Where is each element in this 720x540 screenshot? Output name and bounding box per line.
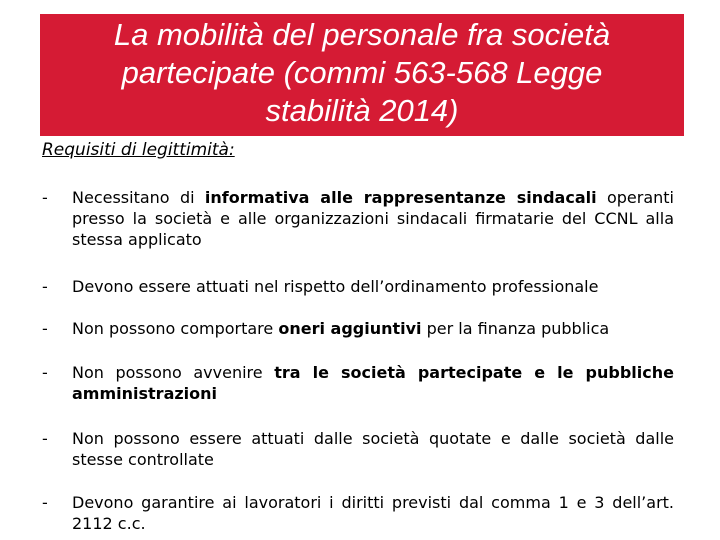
bullet-text <box>72 187 674 250</box>
bullet-text-run: Non possono essere attuati dalle società quotate e dalle società dalle stesse controllate <box>72 429 674 469</box>
bullet-text <box>72 492 674 534</box>
bullet-dash: - <box>42 319 48 338</box>
bullet-text-run: Non possono comportare <box>72 319 279 338</box>
bullet-dash: - <box>42 277 48 296</box>
bullet-text <box>72 362 674 404</box>
bullet-text-run: Devono garantire ai lavoratori i diritti previsti dal comma 1 e 3 dell’art. 2112 c.c. <box>72 493 674 533</box>
bullet-item <box>42 318 674 339</box>
bullet-text-run: operanti presso la società e alle organizzazioni sindacali firmatarie del CCNL alla stessa applicato <box>72 188 674 249</box>
bullet-text-bold: oneri aggiuntivi <box>278 319 422 338</box>
bullet-item <box>42 362 674 404</box>
bullet-text-bold: tra le società partecipate e le pubbliche amministrazioni <box>72 363 674 403</box>
bullet-text <box>72 428 674 470</box>
bullet-text-run: per la finanza pubblica <box>421 319 610 338</box>
bullet-item <box>42 187 674 250</box>
bullet-text-bold: informativa alle rappresentanze sindacali <box>204 188 597 207</box>
bullet-text-run: Devono essere attuati nel rispetto dell’ordinamento professionale <box>72 277 599 296</box>
bullet-text-run: Non possono avvenire <box>72 363 275 382</box>
bullet-dash: - <box>42 429 48 448</box>
bullet-item <box>42 276 674 297</box>
section-subtitle: Requisiti di legittimità: <box>42 140 235 160</box>
bullet-dash: - <box>42 363 48 382</box>
bullet-text <box>72 318 674 339</box>
bullet-dash: - <box>42 188 48 207</box>
bullet-text <box>72 276 674 297</box>
bullet-text-run: Necessitano di <box>72 188 205 207</box>
bullet-item <box>42 428 674 470</box>
bullet-item <box>42 492 674 534</box>
bullet-dash: - <box>42 493 48 512</box>
slide-title: La mobilità del personale fra società partecipate (commi 563-568 Legge stabilità 2014) <box>113 17 611 128</box>
